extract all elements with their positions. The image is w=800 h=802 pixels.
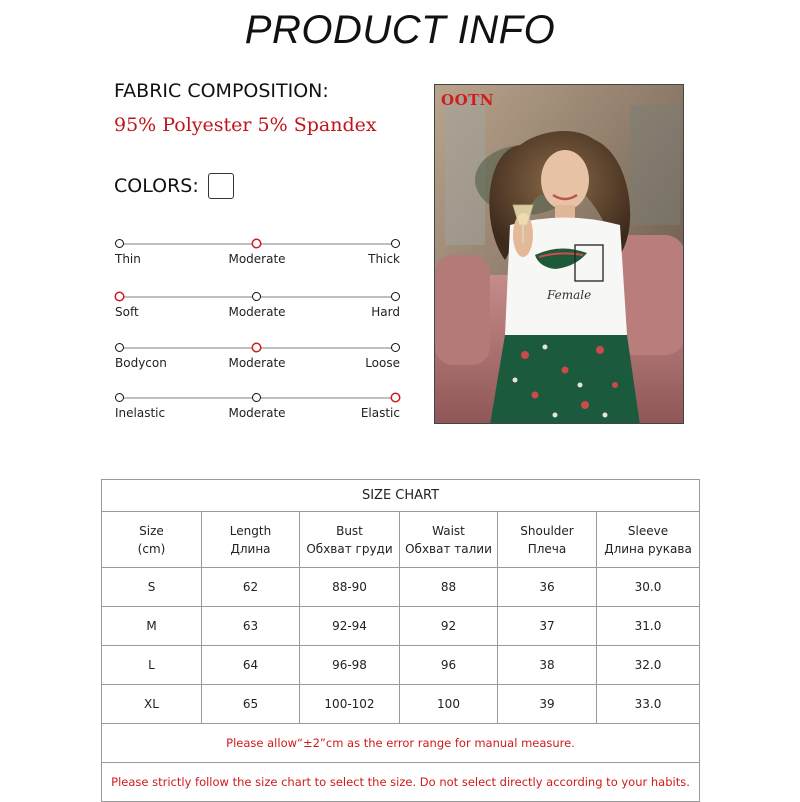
cell-sleeve: 30.0 bbox=[597, 568, 700, 607]
scale-label-right: Thick bbox=[368, 252, 400, 266]
cell-waist: 88 bbox=[400, 568, 498, 607]
cell-length: 65 bbox=[202, 685, 300, 724]
scale-dot-left bbox=[115, 343, 124, 352]
table-row bbox=[102, 646, 700, 685]
cell-sleeve: 32.0 bbox=[597, 646, 700, 685]
cell-bust: 92-94 bbox=[300, 607, 400, 646]
header-cell-length bbox=[202, 512, 300, 568]
header-cell-sleeve bbox=[597, 512, 700, 568]
table-row bbox=[102, 685, 700, 724]
header-sub: (cm) bbox=[137, 541, 166, 556]
table-row bbox=[102, 607, 700, 646]
measurement-note-row bbox=[102, 724, 700, 763]
scale-label-right: Elastic bbox=[360, 406, 400, 420]
cell-bust: 88-90 bbox=[300, 568, 400, 607]
header-sub: Длина рукава bbox=[604, 541, 692, 556]
scale-dot-left-selected bbox=[115, 292, 124, 301]
cell-length: 62 bbox=[202, 568, 300, 607]
cell-shoulder: 37 bbox=[498, 607, 597, 646]
scale-dot-middle bbox=[252, 292, 261, 301]
header-cell-shoulder bbox=[498, 512, 597, 568]
scale-label-left: Bodycon bbox=[115, 356, 167, 370]
cell-length: 63 bbox=[202, 607, 300, 646]
scale-dot-middle-selected bbox=[252, 239, 261, 248]
scale-dot-right bbox=[391, 239, 400, 248]
scale-label-middle: Moderate bbox=[228, 356, 286, 370]
cell-size: M bbox=[102, 607, 202, 646]
cell-shoulder: 39 bbox=[498, 685, 597, 724]
cell-waist: 92 bbox=[400, 607, 498, 646]
table-row bbox=[102, 568, 700, 607]
softness-scale bbox=[115, 293, 400, 323]
cell-bust: 96-98 bbox=[300, 646, 400, 685]
cell-size: L bbox=[102, 646, 202, 685]
scale-dot-middle bbox=[252, 393, 261, 402]
header-en: Size bbox=[139, 523, 164, 538]
cell-shoulder: 36 bbox=[498, 568, 597, 607]
product-photo bbox=[434, 84, 684, 424]
elasticity-scale bbox=[115, 394, 400, 424]
fabric-composition-value: 95% Polyester 5% Spandex bbox=[114, 114, 377, 136]
cell-sleeve: 31.0 bbox=[597, 607, 700, 646]
cell-waist: 100 bbox=[400, 685, 498, 724]
scale-label-middle: Moderate bbox=[228, 406, 286, 420]
header-en: Sleeve bbox=[627, 523, 669, 538]
header-sub: Обхват груди bbox=[306, 541, 393, 556]
cell-sleeve: 33.0 bbox=[597, 685, 700, 724]
scale-label-right: Loose bbox=[365, 356, 400, 370]
header-en: Waist bbox=[432, 523, 465, 538]
header-sub: Плеча bbox=[527, 541, 567, 556]
cell-size: S bbox=[102, 568, 202, 607]
scale-label-left: Thin bbox=[115, 252, 141, 266]
cell-length: 64 bbox=[202, 646, 300, 685]
thickness-scale bbox=[115, 240, 400, 270]
header-en: Bust bbox=[336, 523, 363, 538]
color-swatch-white[interactable] bbox=[208, 173, 234, 199]
size-advice-note-row bbox=[102, 763, 700, 802]
scale-dot-right bbox=[391, 343, 400, 352]
scale-dot-right-selected bbox=[391, 393, 400, 402]
header-cell-bust bbox=[300, 512, 400, 568]
scale-dot-left bbox=[115, 239, 124, 248]
cell-size: XL bbox=[102, 685, 202, 724]
scale-label-middle: Moderate bbox=[228, 252, 286, 266]
size-advice-note: Please strictly follow the size chart to select the size. Do not select directly according to your habits. bbox=[102, 763, 700, 802]
scale-dot-middle-selected bbox=[252, 343, 261, 352]
scale-label-middle: Moderate bbox=[228, 305, 286, 319]
cell-shoulder: 38 bbox=[498, 646, 597, 685]
header-en: Shoulder bbox=[520, 523, 574, 538]
scale-label-left: Inelastic bbox=[115, 406, 166, 420]
fabric-composition-label: FABRIC COMPOSITION: bbox=[114, 80, 329, 102]
header-sub: Длина bbox=[230, 541, 271, 556]
size-chart-caption: SIZE CHART bbox=[102, 480, 700, 512]
shirt-print-text: Female bbox=[547, 288, 592, 302]
header-en: Length bbox=[229, 523, 272, 538]
header-sub: Обхват талии bbox=[405, 541, 492, 556]
cell-bust: 100-102 bbox=[300, 685, 400, 724]
fit-scale bbox=[115, 344, 400, 374]
cell-waist: 96 bbox=[400, 646, 498, 685]
brand-logo: OOTN bbox=[441, 91, 495, 109]
measurement-error-note: Please allow“±2”cm as the error range for manual measure. bbox=[102, 724, 700, 763]
scale-label-right: Hard bbox=[371, 305, 400, 319]
size-chart-table bbox=[101, 479, 700, 802]
header-cell-size bbox=[102, 512, 202, 568]
scale-dot-left bbox=[115, 393, 124, 402]
scale-dot-right bbox=[391, 292, 400, 301]
size-chart-header-row bbox=[102, 512, 700, 568]
colors-label: COLORS: bbox=[114, 175, 199, 197]
page-title: PRODUCT INFO bbox=[244, 8, 556, 52]
header-cell-waist bbox=[400, 512, 498, 568]
product-photo-illustration bbox=[435, 85, 684, 424]
scale-label-left: Soft bbox=[115, 305, 139, 319]
